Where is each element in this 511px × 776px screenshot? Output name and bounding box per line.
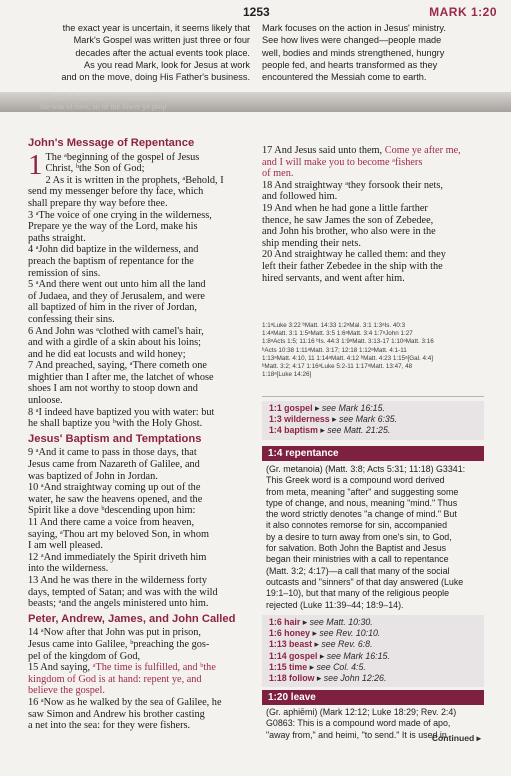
bleed-through-text xyxy=(40,93,167,111)
verse-line: and followed him. xyxy=(262,191,338,203)
verse-line: send my messenger before thy face, which xyxy=(28,186,204,198)
verse-line: hired servants, and went after him. xyxy=(262,272,405,284)
note-see: see Matt. 21:25. xyxy=(327,425,391,436)
word-study-line: (Gr. metanoia) (Matt. 3:8; Acts 5:31; 11:18) G3341: xyxy=(266,464,466,474)
verse-line: all baptized of him in the river of Jordan, xyxy=(28,302,197,314)
note-see: see Mark 16:15. xyxy=(326,650,390,661)
note-see: see Col. 4:5. xyxy=(316,661,366,672)
verse-15-line xyxy=(28,662,256,674)
xref-line: ᵇActs 10:38 1:11ᵃMatt. 3:17; 12:18 1:12ᵃMatt. 4:1-11 xyxy=(262,346,407,354)
verse-line: thence, he saw James the son of Zebedee, xyxy=(262,214,434,226)
word-study-line: G0863: This is a compound word made of apo, xyxy=(266,718,451,729)
verse-17-line xyxy=(262,145,484,157)
word-study-line: from meta, meaning "after" and suggesting some xyxy=(266,486,459,497)
verse-line: ship mending their nets. xyxy=(262,237,361,249)
verse-line: paths straight. xyxy=(28,232,86,244)
intro-line: and on the move, doing His Father's business. xyxy=(61,72,250,83)
right-column xyxy=(262,145,484,284)
word-study-body xyxy=(262,464,484,611)
words-of-christ: Come ye after me, xyxy=(384,145,461,156)
verse-line: of Judaea, and they of Jerusalem, and were xyxy=(28,290,205,302)
note-see: see Mark 6:35. xyxy=(338,414,398,425)
word-study-title: 1:20 leave xyxy=(262,690,484,705)
verse-line: 2 As it is written in the prophets, ᵃBehold, I xyxy=(45,174,224,186)
study-note: 1:6 honey ▸ see Rev. 10:10. xyxy=(269,628,381,639)
study-note: 1:13 beast ▸ see Rev. 6:8. xyxy=(269,639,373,650)
note-ref: 1:15 time xyxy=(269,661,308,672)
study-notes-group xyxy=(262,401,484,440)
intro-line: people fed, and hearts transformed as they xyxy=(262,59,438,70)
verse-line: remission of sins. xyxy=(28,267,101,279)
intro-line: Mark's Gospel was written just three or four xyxy=(73,35,250,46)
word-study-line: for salvation. Both John the Baptist and Jesus xyxy=(266,543,447,554)
note-ref: 1:1 gospel xyxy=(269,403,313,413)
verse-line: 6 And John was ᵃclothed with camel's hair, xyxy=(28,325,204,337)
verse-line: left their father Zebedee in the ship with the xyxy=(262,260,443,272)
intro-line: See how lives were changed—people made xyxy=(262,35,442,46)
verse-line: saying, ᵃThou art my beloved Son, in whom xyxy=(28,528,209,540)
study-note: 1:6 hair ▸ see Matt. 10:30. xyxy=(269,617,373,627)
note-ref: 1:6 honey xyxy=(269,628,311,639)
verse-line: 5 ᵃAnd there went out unto him all the land xyxy=(28,279,206,291)
word-study-line: This Greek word is a compound word derived xyxy=(266,475,445,486)
verse-line: he shall baptize you ᵇwith the Holy Ghost. xyxy=(28,418,203,430)
verse-line: 10 ᵃAnd straightway coming up out of the xyxy=(28,482,201,494)
words-of-christ: ᵃThe time is fulfilled, and ᵇthe xyxy=(92,662,216,674)
word-study-line: 19:1–10), but that many of the religious people xyxy=(266,588,450,599)
word-study-line: "away from," and heimi, "to send." It is used in xyxy=(266,729,447,740)
verse-line: confessing their sins. xyxy=(28,313,115,325)
verse-line: Jesus came into Galilee, ᵇpreaching the gos- xyxy=(28,638,210,650)
word-study-title: 1:4 repentance xyxy=(262,446,484,461)
verse-line: 8 ᵃI indeed have baptized you with water: but xyxy=(28,406,215,418)
verse-line: 12 ᵃAnd immediately the Spirit driveth him xyxy=(28,551,207,563)
word-study-line: it also connotes remorse for sin, accompanied xyxy=(266,520,448,531)
verse-line: 11 And there came a voice from heaven, xyxy=(28,517,195,528)
note-see: see John 12:26. xyxy=(323,673,387,684)
verse-line: Jesus came from Nazareth of Galilee, and xyxy=(28,459,200,471)
intro-line: well, bodies and minds strengthened, hungry xyxy=(262,47,445,58)
verse-line: Spirit like a dove ᵇdescending upon him: xyxy=(28,505,196,517)
note-see: see Rev. 6:8. xyxy=(321,639,373,650)
study-note: 1:1 gospel ▸ see Mark 16:15. xyxy=(269,403,385,413)
word-study-line: (Gr. aphiēmi) (Mark 12:12; Luke 18:29; Rev. 2:4) xyxy=(266,707,457,717)
verse-line: mightier than I after me, the latchet of whose xyxy=(28,371,214,383)
intro-line: the exact year is uncertain, it seems likely that xyxy=(62,23,250,33)
verse-line: Christ, ᵇthe Son of God; xyxy=(45,163,145,175)
verse-line: 20 And straightway he called them: and they xyxy=(262,249,446,261)
intro-line: decades after the actual events took place. xyxy=(75,47,250,58)
xref-line: 1:18ᵃ[Luke 14:26] xyxy=(262,371,312,379)
note-see: see Matt. 10:30. xyxy=(309,617,373,627)
xref-line: 1:13ᵃMatt. 4:10, 11 1:14ᵃMatt. 4:12 ᵇMatt. 4:23 1:15ᵃ[Gal. 4:4] xyxy=(262,354,434,362)
bleed-line: 287 and of even, whom the ain hat. tho xyxy=(40,93,165,102)
chapter-number: 1 xyxy=(28,148,43,181)
section-heading: John's Message of Repentance xyxy=(28,137,195,149)
note-ref: 1:4 baptism xyxy=(269,425,318,436)
verse-line: and with a girdle of a skin about his loins; xyxy=(28,337,202,349)
verse-line: pel of the kingdom of God, xyxy=(28,650,141,662)
note-ref: 1:18 follow xyxy=(269,673,315,684)
word-study-line: the word strictly denotes "a change of mind." But xyxy=(266,509,457,520)
section-heading: Peter, Andrew, James, and John Called xyxy=(28,612,236,625)
continued-label: Continued ▸ xyxy=(431,733,481,743)
verse-line: The ᵃbeginning of the gospel of Jesus xyxy=(45,151,200,163)
study-note: 1:18 follow ▸ see John 12:26. xyxy=(269,673,387,684)
word-study-line: rejected (Luke 11:39–44; 18:9–14). xyxy=(266,599,404,610)
word-study-line: began their ministries with a call to repentance xyxy=(266,554,449,565)
note-see: see Mark 16:15. xyxy=(321,403,385,413)
verse-line: water, he saw the heavens opened, and the xyxy=(28,493,203,505)
xref-line: 1:4ᵃMatt. 3:1 1:5ᵃMatt. 3:5 1:6ᵃMatt. 3:4 1:7ᵃJohn 1:27 xyxy=(262,330,413,338)
verse-line: and he did eat locusts and wild honey; xyxy=(28,348,186,360)
verse-line: 3 ᵃThe voice of one crying in the wilderness, xyxy=(28,209,212,221)
verse-line: 4 ᵃJohn did baptize in the wilderness, and xyxy=(28,244,199,256)
page-number: 1253 xyxy=(243,5,270,19)
word-study-line: by a desire to turn away from one's sin, to God, xyxy=(266,531,452,542)
study-note: 1:4 baptism ▸ see Matt. 21:25. xyxy=(269,425,391,436)
verse-line: a net into the sea: for they were fishers. xyxy=(28,720,191,732)
study-note: 1:15 time ▸ see Col. 4:5. xyxy=(269,661,366,672)
words-of-christ: kingdom of God is at hand: repent ye, and xyxy=(28,673,202,685)
study-note: 1:14 gospel ▸ see Mark 16:15. xyxy=(269,650,390,661)
intro-line: Mark focuses on the action in Jesus' ministry. xyxy=(262,23,446,33)
note-ref: 1:3 wilderness xyxy=(269,414,330,425)
verse-line: 9 ᵃAnd it came to pass in those days, that xyxy=(28,447,197,459)
intro-right xyxy=(262,22,467,83)
verse-line: 7 And preached, saying, ᵃThere cometh one xyxy=(28,360,207,372)
verse-line: beasts; ᵃand the angels ministered unto him. xyxy=(28,598,209,610)
left-column xyxy=(28,138,256,732)
verse-line: Prepare ye the way of the Lord, make his xyxy=(28,221,198,233)
verse-line: I am well pleased. xyxy=(28,540,103,552)
verse-line: saw Simon and Andrew his brother casting xyxy=(28,708,205,720)
words-of-christ: and I will make you to become ᵃfishers xyxy=(262,156,423,168)
verse-line: preach the baptism of repentance for the xyxy=(28,255,194,267)
verse-line: was baptized of John in Jordan. xyxy=(28,470,158,482)
word-study-line: type of change, and nous, meaning "mind." Thus xyxy=(266,497,458,508)
xref-line: ᵇMatt. 3:2; 4:17 1:16ᵃLuke 5:2-11 1:17ᵃMatt. 13:47, 48 xyxy=(262,363,413,371)
xref-line: 1:8ᵃActs 1:5; 11:16 ᵇIs. 44:3 1:9ᵃMatt. 3:13-17 1:10ᵃMatt. 3:16 xyxy=(262,338,434,346)
section-heading: Jesus' Baptism and Temptations xyxy=(28,432,202,445)
verse-line: into the wilderness. xyxy=(28,563,109,575)
intro-line: encountered the Messiah come to earth. xyxy=(262,72,427,83)
verse-line: 13 And he was there in the wilderness forty xyxy=(28,574,208,586)
verse-text: 17 And Jesus said unto them, xyxy=(262,145,385,156)
verse-line: 14 ᵃNow after that John was put in prison, xyxy=(28,627,201,639)
verse-line: shall prepare thy way before thee. xyxy=(28,197,168,209)
verse-line: 19 And when he had gone a little farther xyxy=(262,202,428,214)
study-note: 1:3 wilderness ▸ see Mark 6:35. xyxy=(269,414,398,425)
verse-line: and John his brother, who also were in the xyxy=(262,226,436,238)
verse-line: 18 And straightway ᵃthey forsook their nets, xyxy=(262,179,443,191)
cross-references xyxy=(262,322,487,379)
word-study-line: (Matt. 3:2; 4:17)—a call that many of the social xyxy=(266,565,450,576)
note-ref: 1:14 gospel xyxy=(269,650,318,661)
running-reference: MARK 1:20 xyxy=(429,5,497,19)
verse-line: 16 ᵃNow as he walked by the sea of Galilee, he xyxy=(28,696,222,708)
word-study-line: outcasts and "sinners" of that day answered (Luke xyxy=(266,576,464,587)
intro-left xyxy=(52,22,250,83)
divider xyxy=(262,396,484,397)
note-see: see Rev. 10:10. xyxy=(319,628,381,639)
verse-line: shoes I am not worthy to stoop down and xyxy=(28,383,198,395)
xref-line: 1:1ᵃLuke 3:22 ᵇMatt. 14:33 1:2ᵃMal. 3:1 1:3ᵃIs. 40:3 xyxy=(262,322,406,329)
verse-text: 15 And saying, xyxy=(28,662,93,674)
words-of-christ: of men. xyxy=(262,168,294,180)
verse-line: unloose. xyxy=(28,395,63,407)
note-ref: 1:6 hair xyxy=(269,617,301,627)
verse-line: days, tempted of Satan; and was with the wild xyxy=(28,586,218,598)
note-ref: 1:13 beast xyxy=(269,639,313,650)
intro-line: As you read Mark, look for Jesus at work xyxy=(84,59,250,70)
bleed-line: the was of love, so of the lower ye prop xyxy=(40,102,167,111)
study-notes-group xyxy=(262,615,484,687)
words-of-christ: believe the gospel. xyxy=(28,685,105,697)
